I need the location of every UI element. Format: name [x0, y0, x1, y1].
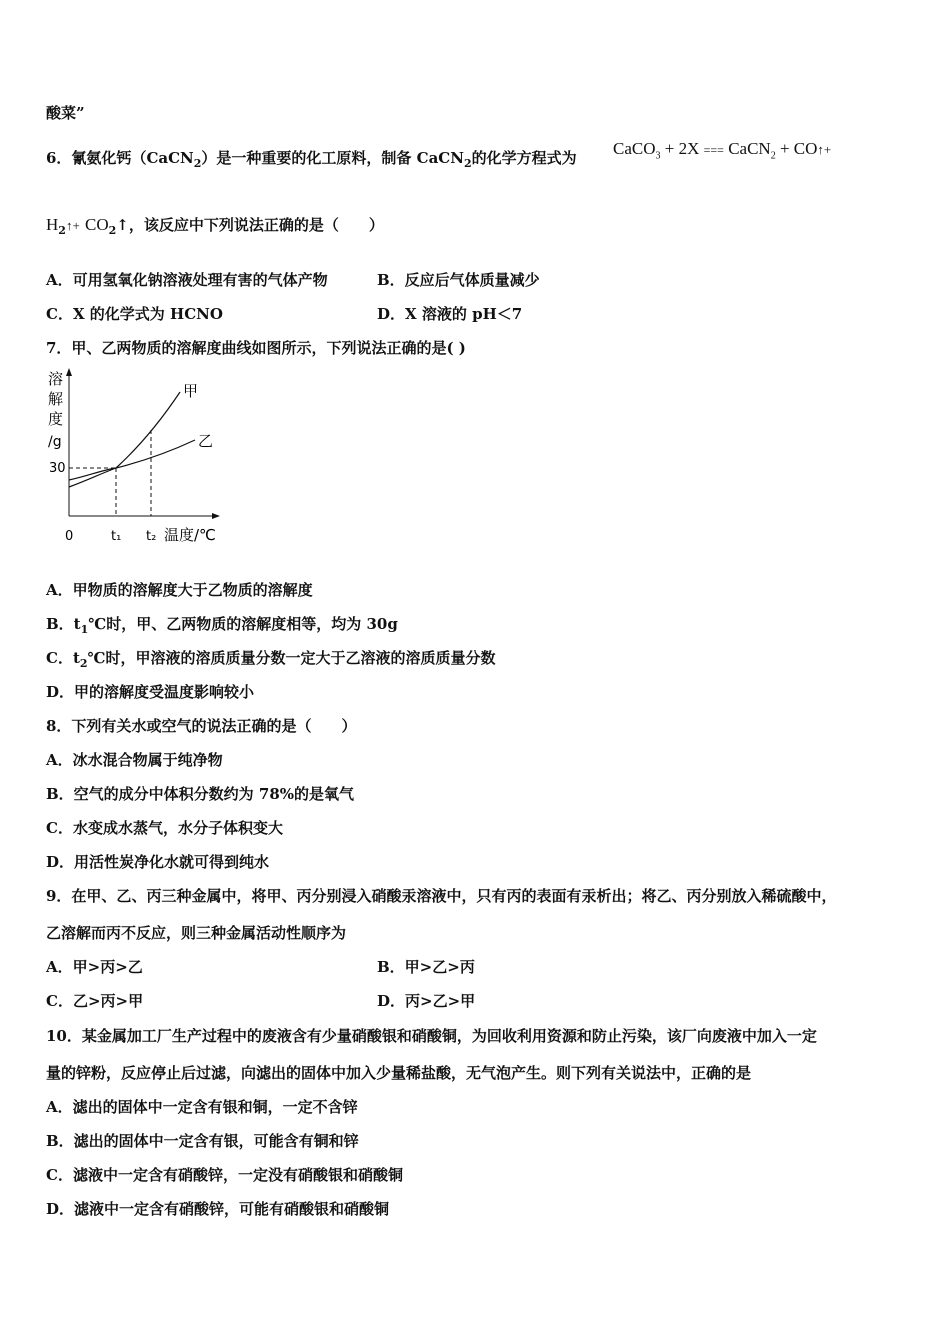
q7-c-post: ℃时，甲溶液的溶质质量分数一定大于乙溶液的溶质质量分数: [87, 649, 496, 667]
curve-jia: [69, 392, 180, 487]
chart-y-arrow: [66, 368, 72, 376]
q9-stem-1: 9．在甲、乙、丙三种金属中，将甲、丙分别浸入硝酸汞溶液中，只有丙的表面有汞析出；将乙、丙分别放入稀硫酸中，: [46, 887, 837, 905]
chart-t2-label: t₂: [146, 529, 157, 544]
q6-stem-line2: [46, 215, 384, 241]
eq-cacn2: CaCN: [728, 139, 771, 158]
q9-option-a: A．甲>丙>乙: [46, 958, 143, 976]
eq-caco3-sub: 3: [655, 150, 661, 162]
q8-option-b: B．空气的成分中体积分数约为 78%的是氧气: [46, 785, 355, 803]
curve-yi-label: 乙: [198, 432, 214, 450]
q8-option-d: D．用活性炭净化水就可得到纯水: [46, 853, 270, 871]
q7-option-b: [46, 614, 398, 640]
q10-option-b: B．滤出的固体中一定含有银，可能含有铜和锌: [46, 1132, 359, 1150]
q6-equation: [613, 139, 831, 166]
curve-jia-label: 甲: [183, 382, 199, 400]
eq-h-sub: 2: [58, 224, 66, 237]
q6-lead-mid: ）是一种重要的化工原料，制备 CaCN: [201, 149, 464, 167]
q6-option-b: B．反应后气体质量减少: [377, 271, 540, 289]
chart-x-arrow: [212, 513, 220, 519]
q6-lead-tail: 的化学方程式为: [471, 149, 577, 167]
chart-ylabel-1: 溶: [48, 370, 64, 388]
q9-option-d: D．丙>乙>甲: [377, 992, 476, 1010]
q10-option-d: D．滤液中一定含有硝酸锌，可能有硝酸银和硝酸铜: [46, 1200, 390, 1218]
chart-xlabel: 温度/℃: [164, 526, 216, 544]
q8-stem: 8．下列有关水或空气的说法正确的是（ ）: [46, 717, 357, 735]
q7-stem: 7．甲、乙两物质的溶解度曲线如图所示，下列说法正确的是( ): [46, 339, 466, 357]
q7-option-c: [46, 648, 496, 674]
eq-up2: ↑+: [65, 218, 80, 233]
chart-y-tick-30: 30: [49, 461, 66, 476]
q7-b-sub: 1: [80, 623, 89, 636]
q6-stem: [46, 148, 577, 174]
top-fragment: 酸菜”: [46, 104, 85, 122]
eq-co2: CO: [85, 215, 109, 234]
q6-lead-sub: 2: [193, 157, 202, 170]
chart-ylabel-3: 度: [48, 410, 64, 428]
q6-option-c: C．X 的化学式为 HCNO: [46, 305, 223, 323]
eq-plus-co: + CO: [779, 139, 818, 158]
q10-stem-2: 量的锌粉，反应停止后过滤，向滤出的固体中加入少量稀盐酸，无气泡产生。则下列有关说法中，正确的是: [46, 1064, 752, 1082]
q10-stem-1: 10．某金属加工厂生产过程中的废液含有少量硝酸银和硝酸铜，为回收利用资源和防止污染，该厂向废液中加入一定: [46, 1027, 817, 1045]
solubility-chart: [40, 366, 230, 550]
q6-lead: 6．氰氨化钙（CaCN: [46, 149, 194, 167]
q6-tail: ↑，该反应中下列说法正确的是（ ）: [116, 216, 384, 234]
chart-ylabel-4: /g: [48, 434, 62, 450]
q7-option-a: A．甲物质的溶解度大于乙物质的溶解度: [46, 581, 313, 599]
q6-option-a: A．可用氢氧化钠溶液处理有害的气体产物: [46, 271, 328, 289]
eq-co2-sub: 2: [108, 224, 117, 237]
q8-option-c: C．水变成水蒸气，水分子体积变大: [46, 819, 283, 837]
q10-option-c: C．滤液中一定含有硝酸锌，一定没有硝酸银和硝酸铜: [46, 1166, 403, 1184]
eq-caco3: CaCO: [613, 139, 656, 158]
q9-stem-2: 乙溶解而丙不反应，则三种金属活动性顺序为: [46, 924, 347, 942]
eq-arrow: ===: [703, 143, 724, 157]
eq-plus-2x: + 2X: [664, 139, 700, 158]
q6-option-d: D．X 溶液的 pH＜7: [377, 305, 523, 323]
q8-option-a: A．冰水混合物属于纯净物: [46, 751, 223, 769]
q7-c-sub: 2: [79, 657, 88, 670]
q7-b-pre: B．t: [46, 615, 81, 633]
eq-cacn2-sub: 2: [770, 150, 776, 162]
curve-yi: [69, 440, 195, 480]
q6-lead-sub2: 2: [463, 157, 472, 170]
eq-h: H: [46, 215, 59, 234]
q7-option-d: D．甲的溶解度受温度影响较小: [46, 683, 255, 701]
chart-t1-label: t₁: [111, 529, 122, 544]
chart-ylabel-2: 解: [48, 390, 64, 408]
chart-origin: 0: [65, 529, 74, 544]
q7-b-post: ℃时，甲、乙两物质的溶解度相等，均为 30g: [88, 615, 398, 633]
q10-option-a: A．滤出的固体中一定含有银和铜，一定不含锌: [46, 1098, 358, 1116]
q9-option-b: B．甲>乙>丙: [377, 958, 475, 976]
q7-c-pre: C．t: [46, 649, 80, 667]
eq-up1: ↑+: [817, 142, 832, 157]
q9-option-c: C．乙>丙>甲: [46, 992, 144, 1010]
